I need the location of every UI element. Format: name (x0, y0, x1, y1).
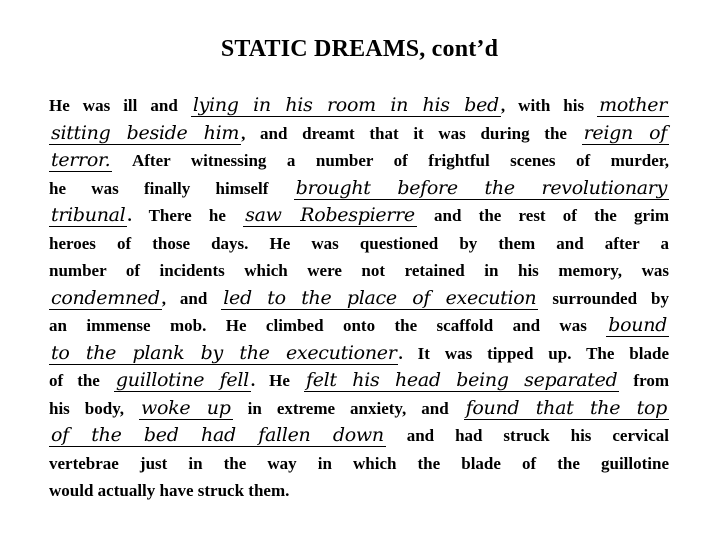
printed-text: , and dreamt that it was during the (241, 123, 582, 143)
handwritten-fill-in: condemned (51, 286, 160, 309)
printed-text: and the rest of the grim (416, 206, 669, 225)
printed-text: He was ill and (49, 96, 191, 115)
printed-text: and had struck his cervical (385, 426, 669, 445)
handwritten-fill-in: brought before the revolutionary (295, 176, 668, 199)
handwritten-fill-in: bound (608, 314, 667, 336)
handwritten-fill-in: led to the place of execution (223, 286, 537, 309)
handwritten-fill-in: mother (599, 94, 667, 116)
text-line (49, 230, 669, 258)
text-line (49, 285, 669, 313)
text-line (49, 257, 669, 285)
printed-text: number of incidents which were not retained in his memory, was (49, 261, 669, 280)
printed-text: , and (161, 288, 222, 308)
handwritten-fill-in: woke up (141, 396, 231, 419)
text-line (49, 175, 669, 203)
text-line (49, 477, 669, 505)
printed-text: , with his (500, 96, 598, 115)
printed-text: surrounded by (538, 288, 669, 308)
handwritten-fill-in: found that the top (465, 396, 667, 419)
text-line (49, 147, 669, 175)
text-line (49, 312, 669, 340)
printed-text: an immense mob. He climbed onto the scaffold and was (49, 316, 607, 335)
printed-text: vertebrae just in the way in which the blade of the guillotine (49, 453, 669, 473)
text-line (49, 120, 669, 148)
printed-text: in extreme anxiety, and (232, 398, 464, 418)
printed-text: . It was tipped up. The blade (398, 343, 669, 363)
printed-text: of the (49, 371, 114, 390)
page-title: STATIC DREAMS, cont’d (220, 36, 499, 62)
handwritten-fill-in: felt his head being separated (305, 369, 618, 391)
handwritten-fill-in: saw Robespierre (245, 204, 415, 226)
text-line (49, 422, 669, 450)
text-line (49, 92, 669, 120)
printed-text: from (619, 371, 669, 390)
printed-text: would actually have struck them. (49, 481, 290, 500)
text-line (49, 202, 669, 230)
text-line (49, 450, 669, 478)
handwritten-fill-in: terror. (51, 149, 111, 171)
text-line (49, 395, 669, 423)
handwritten-fill-in: reign of (583, 121, 667, 144)
printed-text: After witnessing a number of frightful scenes of murder, (112, 151, 669, 170)
handwritten-fill-in: tribunal (51, 204, 126, 226)
handwritten-fill-in: to the plank by the executioner (51, 341, 397, 364)
handwritten-fill-in: guillotine fell (115, 369, 249, 391)
handwritten-fill-in: of the bed had fallen down (51, 424, 384, 446)
dream-paragraph (49, 92, 669, 505)
printed-text: . There he (127, 206, 244, 225)
text-line (49, 367, 669, 395)
printed-text: . He (250, 371, 304, 390)
handwritten-fill-in: sitting beside him (51, 121, 240, 144)
text-line (49, 340, 669, 368)
printed-text: heroes of those days. He was questioned by them and after a (49, 233, 669, 253)
printed-text: his body, (49, 398, 140, 418)
printed-text: he was finally himself (49, 178, 294, 198)
handwritten-fill-in: lying in his room in his bed (192, 94, 499, 116)
